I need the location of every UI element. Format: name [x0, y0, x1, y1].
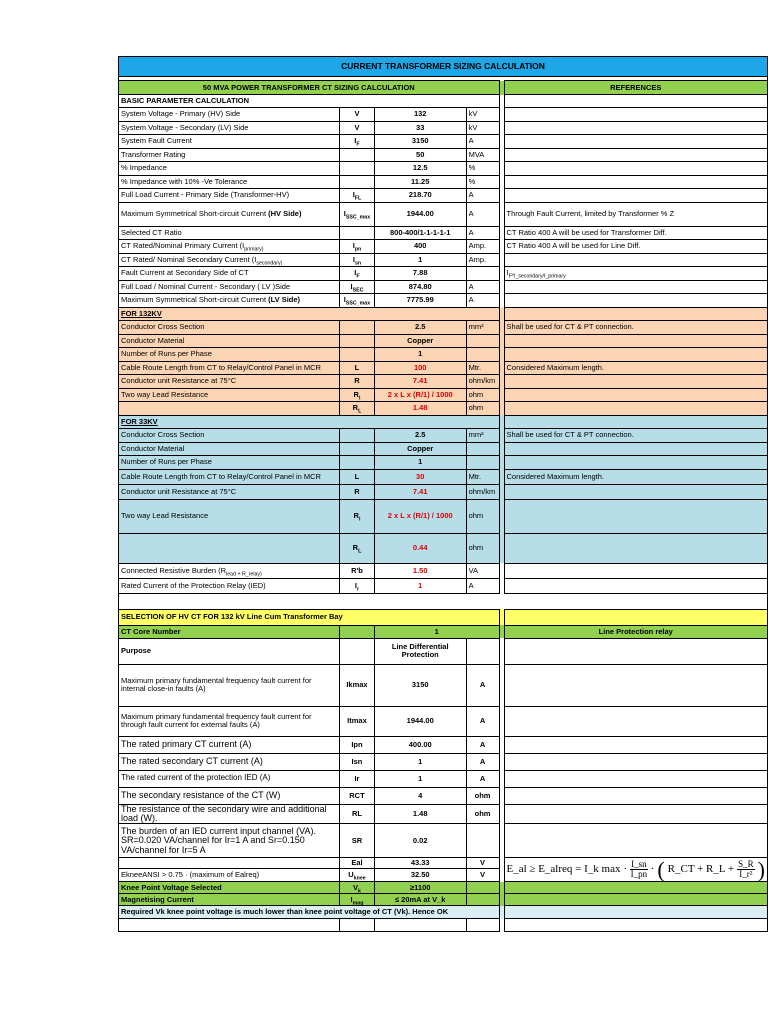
row-reference [504, 456, 767, 470]
row-symbol: Eal [340, 858, 375, 869]
row-reference [504, 280, 767, 294]
row-label: Maximum Symmetrical Short-circuit Current (LV Side) [119, 294, 340, 308]
row-unit: % [466, 162, 499, 176]
table-row [119, 578, 768, 593]
purpose-value: Line Differential Protection [374, 638, 466, 664]
table-row [119, 882, 768, 894]
row-reference [504, 804, 767, 824]
row-value: 132 [374, 108, 466, 122]
row-symbol: Isn [340, 753, 375, 770]
row-value: 1 [374, 253, 466, 267]
row-label [119, 533, 340, 563]
purpose-row [119, 638, 768, 664]
table-row [119, 563, 768, 578]
row-value: 874.80 [374, 280, 466, 294]
section-row [119, 415, 768, 429]
row-reference [504, 253, 767, 267]
row-reference: Through Fault Current, limited by Transformer % Z [504, 202, 767, 226]
row-label: The rated primary CT current (A) [119, 736, 340, 753]
row-value: 1 [374, 348, 466, 362]
row-value: ≥1100 [374, 882, 466, 894]
table-row [119, 202, 768, 226]
row-value: 1944.00 [374, 706, 466, 736]
conclusion: Required Vk knee point voltage is much lower than knee point voltage of CT (Vk). Hence OK [119, 906, 500, 919]
row-unit: ohm [466, 499, 499, 533]
row-value: 100 [374, 361, 466, 375]
row-reference: CT Ratio 400 A will be used for Transformer Diff. [504, 226, 767, 240]
row-label: System Fault Current [119, 135, 340, 149]
table-row [119, 280, 768, 294]
row-label: Conductor Material [119, 334, 340, 348]
row-label: The burden of an IED current input channel (VA). SR=0.020 VA/channel for Ir=1 A and Sr=0.150 VA/channel for Ir=5 A [119, 824, 340, 858]
row-label: System Voltage - Secondary (LV) Side [119, 121, 340, 135]
empty [340, 638, 375, 664]
section-row [119, 609, 768, 625]
row-label: System Voltage - Primary (HV) Side [119, 108, 340, 122]
table-row [119, 429, 768, 443]
row-label: Conductor unit Resistance at 75°C [119, 484, 340, 499]
core-purpose-ref: Line Protection relay [504, 625, 767, 638]
row-unit: kV [466, 108, 499, 122]
row-unit: A [466, 736, 499, 753]
row-unit [466, 334, 499, 348]
row-symbol [340, 348, 375, 362]
row-unit: VA [466, 563, 499, 578]
references-header: REFERENCES [504, 81, 767, 95]
empty [466, 638, 499, 664]
row-unit: ohm [466, 402, 499, 416]
row-unit: MVA [466, 148, 499, 162]
row-symbol: $I_{mag}$ [340, 894, 375, 906]
row-unit: A [466, 706, 499, 736]
row-value: 32.50 [374, 869, 466, 882]
row-label: Maximum Symmetrical Short-circuit Current (HV Side) [119, 202, 340, 226]
table-row [119, 294, 768, 308]
row-unit: Amp. [466, 240, 499, 254]
row-reference: Shall be used for CT & PT connection. [504, 429, 767, 443]
row-symbol: Ikmax [340, 664, 375, 706]
row-label: The resistance of the secondary wire and additional load (W). [119, 804, 340, 824]
row-unit [466, 894, 499, 906]
row-reference [504, 499, 767, 533]
row-symbol: $I_{SEC}$ [340, 280, 375, 294]
row-label: % Impedance with 10% -Ve Tolerance [119, 175, 340, 189]
row-reference [504, 563, 767, 578]
row-value: 7.41 [374, 375, 466, 389]
row-unit: ohm/km [466, 484, 499, 499]
table-row [119, 226, 768, 240]
row-value: 2 x L x (R/1) / 1000 [374, 499, 466, 533]
row-symbol: $I_r$ [340, 578, 375, 593]
row-label: Cable Route Length from CT to Relay/Control Panel in MCR [119, 361, 340, 375]
ref-empty [504, 415, 767, 429]
row-label: Magnetising Current [119, 894, 340, 906]
table-row [119, 175, 768, 189]
row-label: Selected CT Ratio [119, 226, 340, 240]
empty [119, 919, 340, 932]
table-row [119, 484, 768, 499]
row-reference [504, 162, 767, 176]
table-row [119, 240, 768, 254]
row-reference [504, 484, 767, 499]
row-symbol: $R_L$ [340, 533, 375, 563]
row-value: ≤ 20mA at V_k [374, 894, 466, 906]
table-row [119, 533, 768, 563]
row-symbol [340, 175, 375, 189]
row-label: Conductor unit Resistance at 75°C [119, 375, 340, 389]
row-value: 3150 [374, 664, 466, 706]
row-symbol [340, 429, 375, 443]
row-reference [504, 388, 767, 402]
row-unit: Mtr. [466, 361, 499, 375]
row-label: The rated current of the protection IED (A) [119, 770, 340, 787]
row-label: The secondary resistance of the CT (W) [119, 787, 340, 804]
table-row [119, 348, 768, 362]
table-row [119, 253, 768, 267]
row-symbol [340, 226, 375, 240]
row-value: 0.02 [374, 824, 466, 858]
table-row [119, 148, 768, 162]
row-symbol: RL [340, 804, 375, 824]
row-value: Copper [374, 442, 466, 456]
core-number-value: 1 [374, 625, 499, 638]
row-reference [504, 706, 767, 736]
row-label: Conductor Cross Section [119, 321, 340, 335]
ref-empty [504, 307, 767, 321]
row-unit [466, 267, 499, 281]
conclusion-row [119, 906, 768, 919]
row-label: Fault Current at Secondary Side of CT [119, 267, 340, 281]
row-symbol: $I_{FL}$ [340, 189, 375, 203]
row-unit: A [466, 753, 499, 770]
row-unit [466, 456, 499, 470]
row-label: Conductor Material [119, 442, 340, 456]
row-reference [504, 334, 767, 348]
row-value: 30 [374, 469, 466, 484]
table-row [119, 804, 768, 824]
table-row [119, 919, 768, 932]
row-value: 50 [374, 148, 466, 162]
row-label: CT Rated/Nominal Primary Current ($I_{primary)}$ [119, 240, 340, 254]
table-row [119, 388, 768, 402]
row-symbol: $V_k$ [340, 882, 375, 894]
row-label: Cable Route Length from CT to Relay/Control Panel in MCR [119, 469, 340, 484]
row-unit: A [466, 578, 499, 593]
row-symbol: $I_{pn}$ [340, 240, 375, 254]
row-value: 800-400/1-1-1-1-1 [374, 226, 466, 240]
row-value: 1 [374, 456, 466, 470]
table-row [119, 189, 768, 203]
row-symbol: Itmax [340, 706, 375, 736]
row-unit [466, 348, 499, 362]
row-symbol [340, 148, 375, 162]
row-label: Connected Resistive Burden ($R_{lead + R\_relay)}$ [119, 563, 340, 578]
row-symbol [340, 334, 375, 348]
row-unit: A [466, 189, 499, 203]
empty [466, 919, 499, 932]
row-reference [504, 402, 767, 416]
ct-sizing-sheet [118, 56, 768, 932]
row-value: 43.33 [374, 858, 466, 869]
row-reference [504, 787, 767, 804]
row-value: 1.48 [374, 402, 466, 416]
row-unit: A [466, 202, 499, 226]
row-value: 12.5 [374, 162, 466, 176]
row-reference [504, 375, 767, 389]
table-row [119, 375, 768, 389]
table-row [119, 787, 768, 804]
row-symbol: L [340, 361, 375, 375]
row-symbol [340, 321, 375, 335]
row-reference: Shall be used for CT & PT connection. [504, 321, 767, 335]
row-unit: A [466, 135, 499, 149]
row-symbol: SR [340, 824, 375, 858]
row-reference: $I_{F*I\_secondary/I\_primary}$ [504, 267, 767, 281]
row-value: 7.41 [374, 484, 466, 499]
row-symbol: Ir [340, 770, 375, 787]
row-symbol: L [340, 469, 375, 484]
empty [374, 919, 466, 932]
row-reference [504, 189, 767, 203]
row-unit: A [466, 770, 499, 787]
row-symbol: $R_L$ [340, 402, 375, 416]
table-row [119, 402, 768, 416]
row-reference [504, 753, 767, 770]
row-reference [504, 770, 767, 787]
ref-empty [504, 906, 767, 919]
table-row [119, 499, 768, 533]
hv-section-header: SELECTION OF HV CT FOR 132 kV Line Cum Transformer Bay [119, 609, 500, 625]
table-row [119, 469, 768, 484]
row-symbol: $I_F$ [340, 267, 375, 281]
row-unit: Amp. [466, 253, 499, 267]
row-value: 218.70 [374, 189, 466, 203]
row-symbol: $I_{SSC\_max}$ [340, 294, 375, 308]
row-reference [504, 824, 767, 858]
row-value: 0.44 [374, 533, 466, 563]
row-value: 2.5 [374, 321, 466, 335]
formula-expression: E_al ≥ E_alreq = I_k max · $\frac{I\_sn}{I\_pn}$ · ( R_CT + R_L + $\frac{S\_R}{\text{I\_r²}}$ ) [506, 857, 765, 882]
spacer [119, 593, 768, 609]
row-label: Full Load Current - Primary Side (Transformer-HV) [119, 189, 340, 203]
basic-header-row [119, 95, 768, 108]
row-symbol: $U_{knee}$ [340, 869, 375, 882]
row-symbol [340, 442, 375, 456]
section-row [119, 307, 768, 321]
row-symbol: RCT [340, 787, 375, 804]
row-unit: Mtr. [466, 469, 499, 484]
row-reference [504, 533, 767, 563]
row-value: 3150 [374, 135, 466, 149]
subtitle-row [119, 81, 768, 95]
row-reference [504, 175, 767, 189]
row-reference [504, 294, 767, 308]
row-label: EkneeANSI > 0.75 · (maximum of Ealreq) [119, 869, 340, 882]
row-reference [504, 894, 767, 906]
table-row [119, 736, 768, 753]
row-label: Knee Point Voltage Selected [119, 882, 340, 894]
row-symbol: R'b [340, 563, 375, 578]
spacer-row [119, 593, 768, 609]
sheet-subtitle: 50 MVA POWER TRANSFORMER CT SIZING CALCULATION [119, 81, 500, 95]
row-value: 1 [374, 753, 466, 770]
for33-header: FOR 33KV [119, 415, 500, 429]
row-reference: Considered Maximum length. [504, 361, 767, 375]
row-unit: A [466, 226, 499, 240]
row-unit: ohm [466, 533, 499, 563]
table-row [119, 894, 768, 906]
row-unit: mm² [466, 321, 499, 335]
for132-header: FOR 132KV [119, 307, 500, 321]
core-number-label: CT Core Number [119, 625, 340, 638]
row-symbol: R [340, 484, 375, 499]
row-value: 4 [374, 787, 466, 804]
table-row [119, 108, 768, 122]
row-symbol: $R_l$ [340, 499, 375, 533]
empty [504, 919, 767, 932]
empty [340, 919, 375, 932]
row-label: Number of Runs per Phase [119, 456, 340, 470]
row-value: 1.48 [374, 804, 466, 824]
row-unit [466, 442, 499, 456]
row-reference [504, 736, 767, 753]
row-symbol: R [340, 375, 375, 389]
row-value: 7.88 [374, 267, 466, 281]
row-symbol [340, 456, 375, 470]
row-reference [504, 882, 767, 894]
ref-empty [504, 609, 767, 625]
row-reference [504, 348, 767, 362]
row-label: Transformer Rating [119, 148, 340, 162]
row-label: The rated secondary CT current (A) [119, 753, 340, 770]
row-label: Two way Lead Resistance [119, 388, 340, 402]
row-symbol [340, 162, 375, 176]
row-value: 2 x L x (R/1) / 1000 [374, 388, 466, 402]
table-row [119, 770, 768, 787]
alreq-formula [504, 858, 767, 882]
row-label: Maximum primary fundamental frequency fault current for internal close-in faults (A) [119, 664, 340, 706]
row-reference [504, 578, 767, 593]
row-unit: A [466, 294, 499, 308]
row-reference [504, 108, 767, 122]
row-label: Conductor Cross Section [119, 429, 340, 443]
row-unit: ohm [466, 787, 499, 804]
table-row [119, 753, 768, 770]
row-unit: kV [466, 121, 499, 135]
row-reference: Considered Maximum length. [504, 469, 767, 484]
row-value: 1 [374, 578, 466, 593]
row-symbol: $I_F$ [340, 135, 375, 149]
row-label: Maximum primary fundamental frequency fault current for through fault current for external faults (A) [119, 706, 340, 736]
row-symbol: $I_{sn}$ [340, 253, 375, 267]
row-label [119, 858, 340, 869]
row-reference [504, 148, 767, 162]
table-row [119, 135, 768, 149]
empty [504, 638, 767, 664]
ref-empty [504, 95, 767, 108]
table-row [119, 321, 768, 335]
row-symbol: V [340, 121, 375, 135]
row-label [119, 402, 340, 416]
table-row [119, 824, 768, 858]
row-value: 1.50 [374, 563, 466, 578]
row-label: Two way Lead Resistance [119, 499, 340, 533]
basic-header: BASIC PARAMETER CALCULATION [119, 95, 500, 108]
row-unit: ohm [466, 804, 499, 824]
row-value: 7775.99 [374, 294, 466, 308]
row-symbol: $I_{SSC\_max}$ [340, 202, 375, 226]
sheet-title: CURRENT TRANSFORMER SIZING CALCULATION [119, 57, 768, 77]
table-row [119, 334, 768, 348]
table-row [119, 858, 768, 869]
row-symbol: V [340, 108, 375, 122]
row-value: 11.25 [374, 175, 466, 189]
row-label: CT Rated/ Nominal Secondary Current ($I_{secondary)}$ [119, 253, 340, 267]
purpose-label: Purpose [119, 638, 340, 664]
row-value: 400.00 [374, 736, 466, 753]
row-value: Copper [374, 334, 466, 348]
table-row [119, 267, 768, 281]
title-row [119, 57, 768, 77]
row-label: Full Load / Nominal Current - Secondary ( LV )Side [119, 280, 340, 294]
row-unit: mm² [466, 429, 499, 443]
row-value: 400 [374, 240, 466, 254]
table-row [119, 706, 768, 736]
empty [340, 625, 375, 638]
table-row [119, 361, 768, 375]
table-row [119, 121, 768, 135]
row-label: Rated Current of the Protection Relay (IED) [119, 578, 340, 593]
table-row [119, 664, 768, 706]
row-symbol: $R_l$ [340, 388, 375, 402]
row-value: 1944.00 [374, 202, 466, 226]
row-reference [504, 664, 767, 706]
row-reference [504, 121, 767, 135]
row-value: 33 [374, 121, 466, 135]
row-value: 1 [374, 770, 466, 787]
row-unit: ohm [466, 388, 499, 402]
row-unit: ohm/km [466, 375, 499, 389]
row-unit: % [466, 175, 499, 189]
row-value: 2.5 [374, 429, 466, 443]
table-row [119, 442, 768, 456]
row-unit [466, 824, 499, 858]
row-label: % Impedance [119, 162, 340, 176]
core-row [119, 625, 768, 638]
table-row [119, 162, 768, 176]
row-reference [504, 135, 767, 149]
row-symbol: Ipn [340, 736, 375, 753]
row-unit: V [466, 869, 499, 882]
row-label: Number of Runs per Phase [119, 348, 340, 362]
row-unit: A [466, 664, 499, 706]
row-reference [504, 442, 767, 456]
row-unit [466, 882, 499, 894]
row-unit: A [466, 280, 499, 294]
row-reference: CT Ratio 400 A will be used for Line Diff. [504, 240, 767, 254]
row-unit: V [466, 858, 499, 869]
table-row [119, 456, 768, 470]
